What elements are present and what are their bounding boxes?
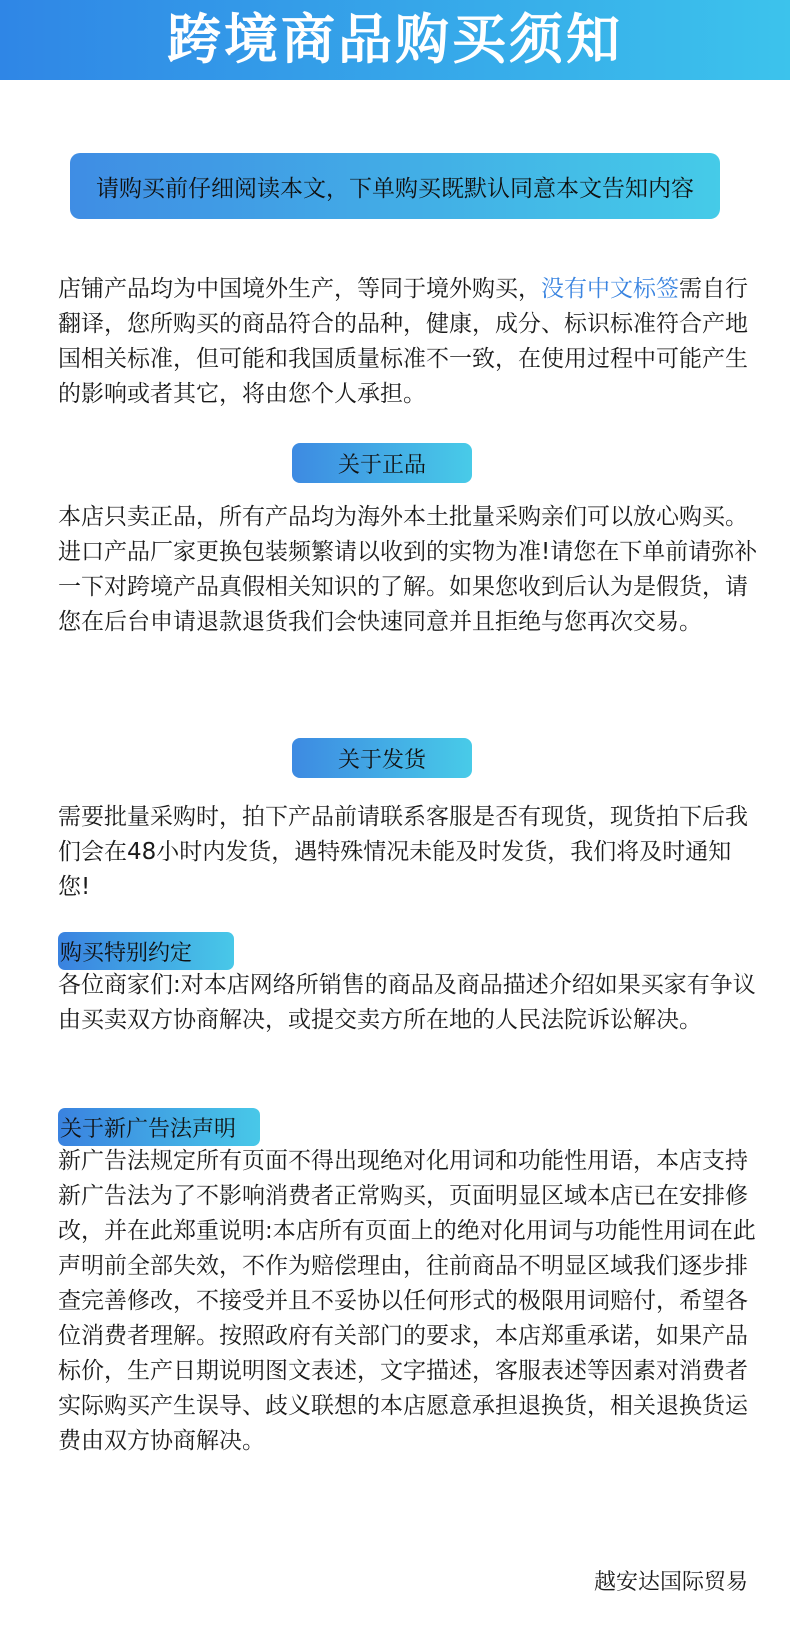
adlaw-paragraph: 新广告法规定所有页面不得出现绝对化用词和功能性用语，本店支持新广告法为了不影响消费者正常购买，页面明显区域本店已在安排修改，并在此郑重说明:本店所有页面上的绝对化用词与功能性用词在此声明前全部失效，不作为赔偿理由，往前商品不明显区域我们逐步排查完善修改，不接受并且不妥协以任何形式的极限用词赔付，希望各位消费者理解。按照政府有关部门的要求，本店郑重承诺，如果产品标价，生产日期说明图文表述，文字描述，客服表述等因素对消费者实际购买产生误导、歧义联想的本店愿意承担退换货，相关退换货运费由双方协商解决。: [58, 1148, 756, 1454]
shipping-heading: 关于发货: [292, 738, 472, 778]
intro-text-before: 店铺产品均为中国境外生产，等同于境外购买，: [58, 276, 541, 302]
notice-box: [70, 153, 720, 219]
genuine-heading: 关于正品: [292, 443, 472, 483]
shipping-paragraph: 需要批量采购时，拍下产品前请联系客服是否有现货，现货拍下后我们会在48小时内发货，遇特殊情况未能及时发货，我们将及时通知您!: [58, 804, 748, 900]
header-banner: [0, 0, 790, 80]
no-chinese-label-highlight: 没有中文标签: [541, 276, 679, 302]
adlaw-heading: 关于新广告法声明: [58, 1108, 260, 1146]
notice-text: 请购买前仔细阅读本文，下单购买既默认同意本文告知内容: [96, 175, 694, 202]
agreement-paragraph: 各位商家们:对本店网络所销售的商品及商品描述介绍如果买家有争议由买卖双方协商解决，或提交卖方所在地的人民法院诉讼解决。: [58, 972, 756, 1033]
intro-text-after: 需自行翻译，您所购买的商品符合的品种，健康，成分、标识标准符合产地国相关标准，但可能和我国质量标准不一致，在使用过程中可能产生的影响或者其它，将由您个人承担。: [58, 276, 748, 407]
page-title: 跨境商品购买须知: [167, 8, 623, 71]
store-signature: 越安达国际贸易: [593, 1570, 748, 1595]
genuine-paragraph: 本店只卖正品，所有产品均为海外本土批量采购亲们可以放心购买。进口产品厂家更换包装频繁请以收到的实物为准!请您在下单前请弥补一下对跨境产品真假相关知识的了解。如果您收到后认为是假货，请您在后台申请退款退货我们会快速同意并且拒绝与您再次交易。: [58, 504, 758, 635]
agreement-heading: 购买特别约定: [58, 932, 234, 970]
intro-paragraph: [58, 272, 758, 412]
